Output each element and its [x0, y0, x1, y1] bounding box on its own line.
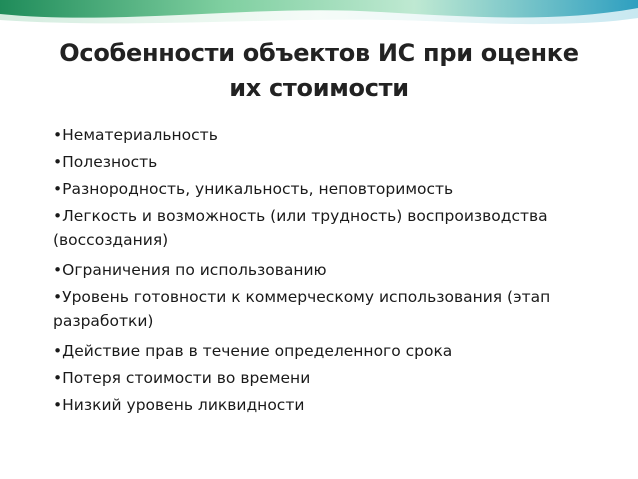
list-item: •Ограничения по использованию	[53, 261, 327, 279]
list-item: •Легкость и возможность (или трудность) воспроизводства (воссоздания)	[53, 207, 548, 249]
list-item: •Разнородность, уникальность, неповторимость	[53, 180, 454, 198]
decorative-wave-band	[0, 0, 638, 30]
list-item: •Уровень готовности к коммерческому использования (этап разработки)	[53, 288, 551, 330]
list-item: •Полезность	[53, 153, 158, 171]
list-item: •Действие прав в течение определенного срока	[53, 342, 453, 360]
bullet-list	[53, 123, 623, 420]
list-item: •Нематериальность	[53, 126, 218, 144]
list-item: •Потеря стоимости во времени	[53, 369, 311, 387]
list-item: •Низкий уровень ликвидности	[53, 396, 305, 414]
slide-title: Особенности объектов ИС при оценке их стоимости	[59, 39, 579, 102]
